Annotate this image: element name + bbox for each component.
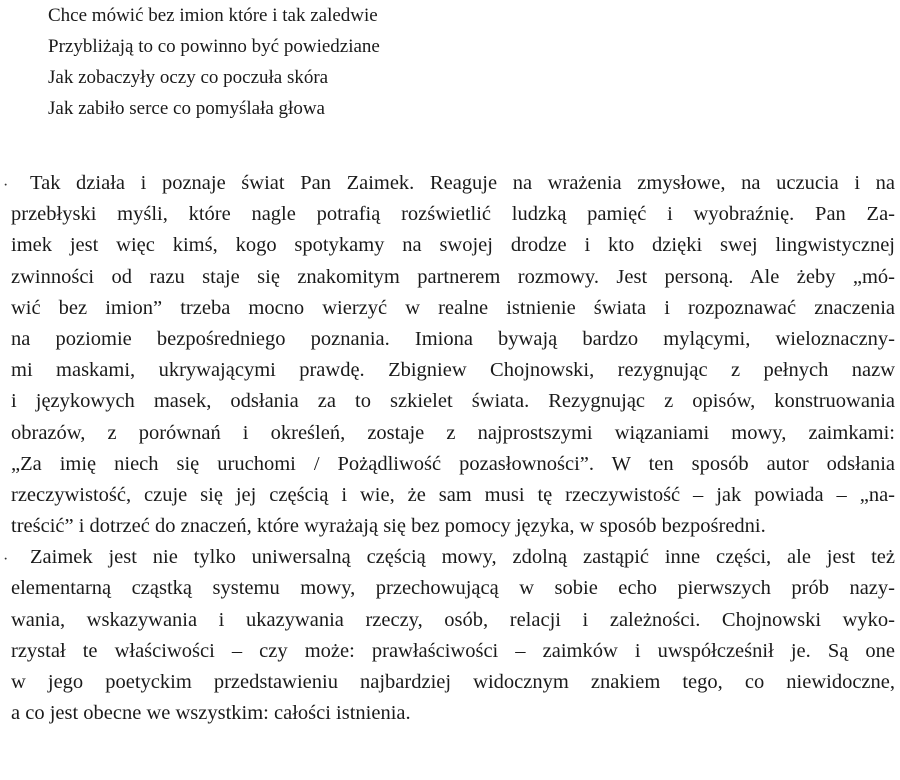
line-text: imek jest więc kimś, kogo spotykamy na swojej drodze i kto dzięki swej lingwistycznej: [11, 234, 895, 257]
paragraph-line: [0, 168, 900, 199]
line-text: „Za imię niech się uruchomi / Pożądliwość pozasłowności”. W ten sposób autor odsłania: [11, 452, 895, 475]
line-text: w jego poetyckim przedstawieniu najbardziej widocznym znakiem tego, co niewidoczne,: [11, 671, 895, 693]
verse-line: Jak zobaczyły oczy co poczuła skóra: [48, 67, 329, 88]
paragraph-bullet: ·: [3, 177, 9, 194]
body-text: [0, 168, 900, 729]
paragraph-line: [0, 573, 900, 604]
paragraph-line: [0, 480, 900, 511]
verse-line: Chce mówić bez imion które i tak zaledwie: [48, 5, 378, 26]
line-text: przebłyski myśli, które nagle potrafią rozświetlić ludzką pamięć i wyobraźnię. Pan Za-: [11, 203, 895, 226]
paragraph-bullet: ·: [3, 551, 9, 569]
line-text: wania, wskazywania i ukazywania rzeczy, osób, relacji i zależności. Chojnowski wyko-: [11, 608, 895, 631]
line-text: rzeczywistość, czuje się jej częścią i wie, że sam musi tę rzeczywistość – jak powiada – „na-: [11, 483, 895, 506]
line-text: elementarną cząstką systemu mowy, przechowującą w sobie echo pierwszych prób nazy-: [11, 577, 895, 600]
line-text: na poziomie bezpośredniego poznania. Imiona bywają bardzo mylącymi, wieloznaczny-: [11, 327, 895, 350]
line-text: wić bez imion” trzeba mocno wierzyć w realne istnienie świata i rozpoznawać znaczenia: [11, 296, 895, 319]
paragraph-line: [0, 636, 900, 667]
verse-line: Przybliżają to co powinno być powiedziane: [48, 36, 380, 57]
paragraph-line: [0, 605, 900, 636]
line-text: obrazów, z porównań i określeń, zostaje z najprostszymi wiązaniami mowy, zaimkami:: [11, 421, 895, 444]
line-text: a co jest obecne we wszystkim: całości istnienia.: [11, 702, 411, 725]
line-text: rzystał te właściwości – czy może: prawłaściwości – zaimków i uwspółcześnił je. Są one: [11, 639, 895, 662]
paragraph-line: [0, 386, 900, 417]
paragraph-line: [0, 542, 900, 573]
line-text: zwinności od razu staje się znakomitym partnerem rozmowy. Jest personą. Ale żeby „mó-: [11, 265, 895, 288]
paragraph-line: [0, 698, 900, 729]
paragraph-line: [0, 667, 900, 698]
verse-quote: [48, 0, 380, 124]
line-text: Zaimek jest nie tylko uniwersalną częścią mowy, zdolną zastąpić inne części, ale jest też: [30, 546, 895, 569]
line-text: treścić” i dotrzeć do znaczeń, które wyrażają się bez pomocy języka, w sposób bezpośredni.: [11, 515, 766, 538]
line-text: mi maskami, ukrywającymi prawdę. Zbigniew Chojnowski, rezygnując z pełnych nazw: [11, 359, 895, 382]
paragraph-line: [0, 293, 900, 324]
paragraph-line: [0, 449, 900, 480]
paragraph-line: [0, 230, 900, 261]
line-text: i językowych masek, odsłania za to szkielet świata. Rezygnując z opisów, konstruowania: [11, 390, 895, 413]
paragraph-line: [0, 199, 900, 230]
line-text: Tak działa i poznaje świat Pan Zaimek. Reaguje na wrażenia zmysłowe, na uczucia i na: [30, 172, 895, 194]
paragraph-line: [0, 355, 900, 386]
paragraph-line: [0, 262, 900, 293]
paragraph-line: [0, 511, 900, 542]
paragraph-line: [0, 418, 900, 449]
paragraph-line: [0, 324, 900, 355]
verse-line: Jak zabiło serce co pomyślała głowa: [48, 98, 325, 119]
